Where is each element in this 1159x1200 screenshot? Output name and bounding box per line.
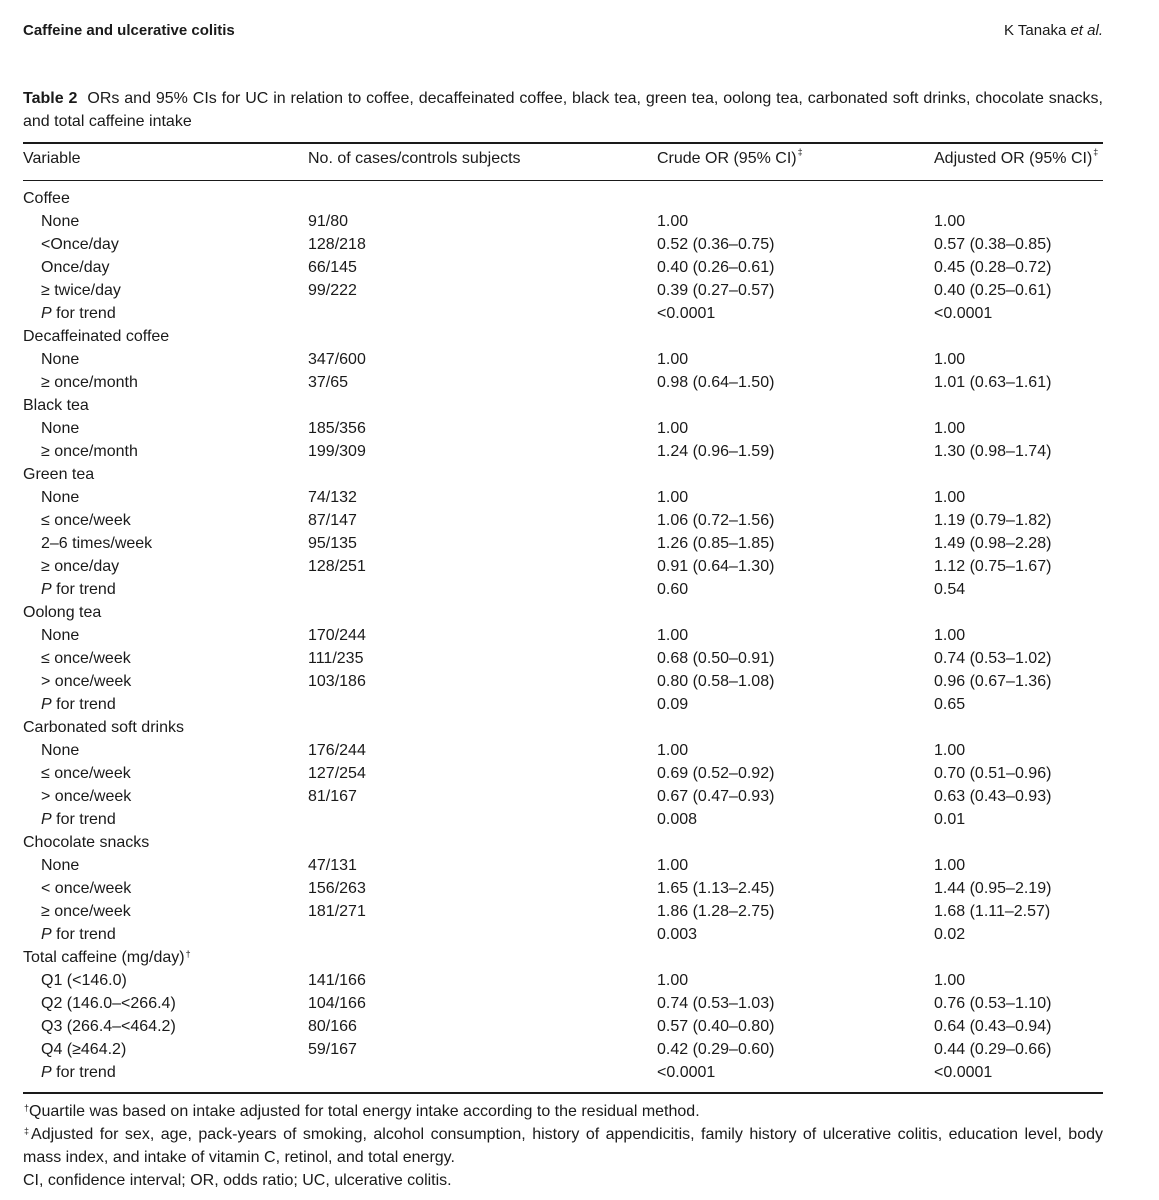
cell-crude-or: 1.00 <box>657 627 689 644</box>
cell-variable: ≥ once/month <box>41 374 138 391</box>
table-row <box>23 739 1103 762</box>
table-group-row <box>23 187 1103 210</box>
cell-adjusted-or: <0.0001 <box>934 305 993 322</box>
cell-variable: P for trend <box>41 581 116 598</box>
table-row <box>23 578 1103 601</box>
cell-cases-controls: 66/145 <box>308 259 357 276</box>
table-row <box>23 417 1103 440</box>
cell-adjusted-or: 0.01 <box>934 811 966 828</box>
cell-variable: ≥ once/week <box>41 903 131 920</box>
cell-variable: Once/day <box>41 259 110 276</box>
table-row <box>23 762 1103 785</box>
cell-cases-controls: 99/222 <box>308 282 357 299</box>
cell-adjusted-or: 1.68 (1.11–2.57) <box>934 903 1051 920</box>
cell-crude-or: 0.60 <box>657 581 689 598</box>
table-row <box>23 302 1103 325</box>
header-adjusted-mark: ‡ <box>1093 147 1099 157</box>
cell-cases-controls: 74/132 <box>308 489 357 506</box>
cell-adjusted-or: 0.70 (0.51–0.96) <box>934 765 1052 782</box>
cell-variable: Chocolate snacks <box>23 834 150 851</box>
cell-cases-controls: 87/147 <box>308 512 357 529</box>
cell-variable: Coffee <box>23 190 70 207</box>
cell-crude-or: 1.24 (0.96–1.59) <box>657 443 775 460</box>
cell-variable: None <box>41 213 80 230</box>
cell-adjusted-or: 1.30 (0.98–1.74) <box>934 443 1052 460</box>
table-row <box>23 877 1103 900</box>
cell-variable: ≤ once/week <box>41 650 131 667</box>
cell-adjusted-or: 1.12 (0.75–1.67) <box>934 558 1052 575</box>
cell-cases-controls: 80/166 <box>308 1018 357 1035</box>
cell-cases-controls: 170/244 <box>308 627 366 644</box>
cell-crude-or: 0.67 (0.47–0.93) <box>657 788 775 805</box>
table-body <box>23 187 1103 1084</box>
author-name: K Tanaka <box>1004 22 1067 39</box>
cell-crude-or: <0.0001 <box>657 305 716 322</box>
cell-adjusted-or: <0.0001 <box>934 1064 993 1081</box>
table-row <box>23 509 1103 532</box>
cell-variable: Black tea <box>23 397 89 414</box>
cell-crude-or: 1.00 <box>657 213 689 230</box>
table-group-row <box>23 325 1103 348</box>
table-row <box>23 371 1103 394</box>
table-row <box>23 532 1103 555</box>
cell-crude-or: 1.65 (1.13–2.45) <box>657 880 775 897</box>
cell-cases-controls: 176/244 <box>308 742 366 759</box>
cell-variable: < once/week <box>41 880 132 897</box>
cell-variable: > once/week <box>41 788 132 805</box>
table-header-row <box>23 147 1103 174</box>
cell-adjusted-or: 1.00 <box>934 742 966 759</box>
table-group-row <box>23 394 1103 417</box>
cell-adjusted-or: 0.44 (0.29–0.66) <box>934 1041 1052 1058</box>
cell-crude-or: 0.80 (0.58–1.08) <box>657 673 775 690</box>
cell-adjusted-or: 1.00 <box>934 351 966 368</box>
cell-variable: Oolong tea <box>23 604 102 621</box>
table-row <box>23 210 1103 233</box>
cell-variable: Decaffeinated coffee <box>23 328 170 345</box>
cell-cases-controls: 199/309 <box>308 443 366 460</box>
cell-crude-or: 1.86 (1.28–2.75) <box>657 903 775 920</box>
cell-adjusted-or: 1.44 (0.95–2.19) <box>934 880 1052 897</box>
cell-adjusted-or: 1.00 <box>934 213 966 230</box>
table-row <box>23 256 1103 279</box>
table-row <box>23 1061 1103 1084</box>
cell-variable: ≤ once/week <box>41 512 131 529</box>
cell-cases-controls: 347/600 <box>308 351 366 368</box>
table-row <box>23 785 1103 808</box>
table-header-rule <box>23 180 1103 181</box>
cell-crude-or: 0.57 (0.40–0.80) <box>657 1018 775 1035</box>
cell-adjusted-or: 1.00 <box>934 420 966 437</box>
table-group-row <box>23 716 1103 739</box>
cell-adjusted-or: 0.96 (0.67–1.36) <box>934 673 1052 690</box>
cell-cases-controls: 59/167 <box>308 1041 357 1058</box>
header-cases-controls: No. of cases/controls subjects <box>308 150 521 167</box>
cell-variable: Total caffeine (mg/day)† <box>23 949 191 966</box>
table-row <box>23 670 1103 693</box>
cell-cases-controls: 91/80 <box>308 213 349 230</box>
cell-crude-or: 0.39 (0.27–0.57) <box>657 282 775 299</box>
cell-adjusted-or: 1.49 (0.98–2.28) <box>934 535 1052 552</box>
cell-adjusted-or: 0.54 <box>934 581 966 598</box>
cell-adjusted-or: 0.74 (0.53–1.02) <box>934 650 1052 667</box>
header-crude-or: Crude OR (95% CI)‡ <box>657 147 803 167</box>
cell-cases-controls: 141/166 <box>308 972 366 989</box>
table-row <box>23 1015 1103 1038</box>
cell-variable: <Once/day <box>41 236 119 253</box>
footnote-abbreviations: CI, confidence interval; OR, odds ratio; UC, ulcerative colitis. <box>23 1172 452 1189</box>
cell-variable: None <box>41 742 80 759</box>
cell-crude-or: 1.00 <box>657 972 689 989</box>
cell-crude-or: 1.06 (0.72–1.56) <box>657 512 775 529</box>
cell-variable: ≥ once/month <box>41 443 138 460</box>
cell-crude-or: 0.68 (0.50–0.91) <box>657 650 775 667</box>
cell-adjusted-or: 1.00 <box>934 857 966 874</box>
table-row <box>23 233 1103 256</box>
cell-variable: Q2 (146.0–<266.4) <box>41 995 176 1012</box>
cell-cases-controls: 47/131 <box>308 857 357 874</box>
cell-variable: P for trend <box>41 1064 116 1081</box>
cell-crude-or: 0.09 <box>657 696 689 713</box>
cell-variable: 2–6 times/week <box>41 535 153 552</box>
cell-crude-or: <0.0001 <box>657 1064 716 1081</box>
cell-crude-or: 1.00 <box>657 857 689 874</box>
cell-crude-or: 0.91 (0.64–1.30) <box>657 558 775 575</box>
cell-cases-controls: 181/271 <box>308 903 366 920</box>
table-group-row <box>23 601 1103 624</box>
cell-adjusted-or: 0.57 (0.38–0.85) <box>934 236 1052 253</box>
cell-cases-controls: 111/235 <box>308 650 364 667</box>
cell-crude-or: 1.00 <box>657 489 689 506</box>
table-bottom-rule <box>23 1092 1103 1094</box>
table-row <box>23 486 1103 509</box>
cell-crude-or: 1.00 <box>657 351 689 368</box>
cell-cases-controls: 81/167 <box>308 788 357 805</box>
caption-text: ORs and 95% CIs for UC in relation to coffee, decaffeinated coffee, black tea, green tea, oolong tea, carbonated soft drinks, chocolate snacks, and total caffeine intake <box>23 90 1103 130</box>
table-row <box>23 440 1103 463</box>
cell-cases-controls: 104/166 <box>308 995 366 1012</box>
cell-adjusted-or: 1.00 <box>934 972 966 989</box>
table-row <box>23 693 1103 716</box>
cell-adjusted-or: 0.02 <box>934 926 966 943</box>
table-row <box>23 348 1103 371</box>
cell-variable: P for trend <box>41 926 116 943</box>
cell-variable: > once/week <box>41 673 132 690</box>
table-row <box>23 992 1103 1015</box>
table-footnotes <box>23 1100 1103 1192</box>
cell-adjusted-or: 1.00 <box>934 627 966 644</box>
cell-crude-or: 0.74 (0.53–1.03) <box>657 995 775 1012</box>
cell-variable: P for trend <box>41 305 116 322</box>
table-label: Table 2 <box>23 90 78 107</box>
cell-variable: None <box>41 627 80 644</box>
cell-crude-or: 0.98 (0.64–1.50) <box>657 374 775 391</box>
cell-adjusted-or: 1.00 <box>934 489 966 506</box>
cell-variable: P for trend <box>41 696 116 713</box>
table-row <box>23 1038 1103 1061</box>
footnote-ddagger: ‡Adjusted for sex, age, pack-years of smoking, alcohol consumption, history of appendicitis, family history of ulcerative colitis, education level, body mass index, and intake of vitamin C, retinol, and total energy. <box>23 1126 1103 1166</box>
header-adjusted-or: Adjusted OR (95% CI)‡ <box>934 147 1099 167</box>
cell-cases-controls: 127/254 <box>308 765 366 782</box>
table-row <box>23 923 1103 946</box>
author-etal: et al. <box>1070 22 1103 39</box>
cell-cases-controls: 156/263 <box>308 880 366 897</box>
table-row <box>23 969 1103 992</box>
cell-adjusted-or: 1.19 (0.79–1.82) <box>934 512 1052 529</box>
cell-variable: None <box>41 420 80 437</box>
table-row <box>23 808 1103 831</box>
cell-adjusted-or: 0.65 <box>934 696 966 713</box>
table-group-row <box>23 831 1103 854</box>
table-row <box>23 624 1103 647</box>
table-row <box>23 900 1103 923</box>
cell-cases-controls: 185/356 <box>308 420 366 437</box>
header-variable: Variable <box>23 150 81 167</box>
cell-variable: ≥ twice/day <box>41 282 121 299</box>
running-head <box>23 22 1103 42</box>
cell-variable: Q3 (266.4–<464.2) <box>41 1018 176 1035</box>
cell-crude-or: 1.00 <box>657 742 689 759</box>
cell-cases-controls: 95/135 <box>308 535 357 552</box>
cell-variable: None <box>41 857 80 874</box>
table-row <box>23 279 1103 302</box>
cell-variable: Q4 (≥464.2) <box>41 1041 127 1058</box>
cell-cases-controls: 37/65 <box>308 374 349 391</box>
header-crude-mark: ‡ <box>797 147 803 157</box>
cell-cases-controls: 128/218 <box>308 236 366 253</box>
table-caption <box>23 87 1103 133</box>
cell-adjusted-or: 0.63 (0.43–0.93) <box>934 788 1052 805</box>
cell-variable: Q1 (<146.0) <box>41 972 127 989</box>
cell-variable: None <box>41 489 80 506</box>
cell-crude-or: 1.26 (0.85–1.85) <box>657 535 775 552</box>
cell-variable: None <box>41 351 80 368</box>
cell-adjusted-or: 0.76 (0.53–1.10) <box>934 995 1052 1012</box>
cell-crude-or: 0.003 <box>657 926 698 943</box>
cell-variable: Carbonated soft drinks <box>23 719 184 736</box>
cell-cases-controls: 128/251 <box>308 558 366 575</box>
cell-adjusted-or: 0.40 (0.25–0.61) <box>934 282 1052 299</box>
table-group-row <box>23 463 1103 486</box>
table-row <box>23 647 1103 670</box>
cell-variable: Green tea <box>23 466 95 483</box>
running-head-title: Caffeine and ulcerative colitis <box>23 22 235 39</box>
cell-variable: P for trend <box>41 811 116 828</box>
table-group-row <box>23 946 1103 969</box>
cell-adjusted-or: 0.64 (0.43–0.94) <box>934 1018 1052 1035</box>
table-row <box>23 555 1103 578</box>
cell-crude-or: 0.52 (0.36–0.75) <box>657 236 775 253</box>
cell-cases-controls: 103/186 <box>308 673 366 690</box>
cell-crude-or: 0.69 (0.52–0.92) <box>657 765 775 782</box>
cell-crude-or: 0.40 (0.26–0.61) <box>657 259 775 276</box>
cell-crude-or: 0.42 (0.29–0.60) <box>657 1041 775 1058</box>
table-top-rule <box>23 142 1103 144</box>
cell-adjusted-or: 1.01 (0.63–1.61) <box>934 374 1052 391</box>
cell-variable: ≤ once/week <box>41 765 131 782</box>
footnote-dagger: †Quartile was based on intake adjusted for total energy intake according to the residual method. <box>24 1103 700 1120</box>
cell-variable: ≥ once/day <box>41 558 120 575</box>
cell-crude-or: 1.00 <box>657 420 689 437</box>
table-row <box>23 854 1103 877</box>
cell-adjusted-or: 0.45 (0.28–0.72) <box>934 259 1052 276</box>
running-head-author <box>1004 22 1103 39</box>
cell-crude-or: 0.008 <box>657 811 698 828</box>
